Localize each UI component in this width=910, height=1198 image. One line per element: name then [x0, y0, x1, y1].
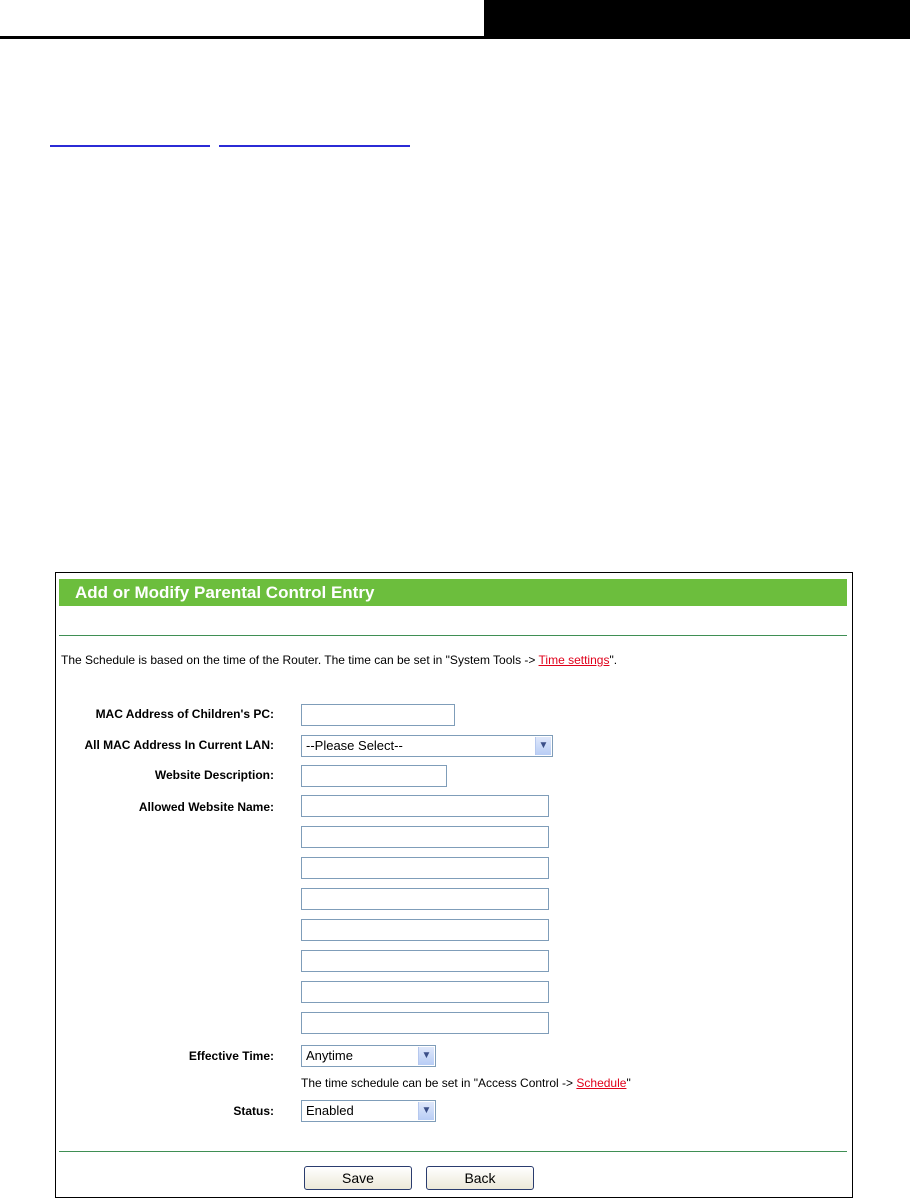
- panel-title: Add or Modify Parental Control Entry: [59, 579, 847, 606]
- chevron-down-icon[interactable]: ▼: [418, 1047, 434, 1065]
- header-right-band: [484, 0, 910, 36]
- allowed-website-input-8[interactable]: [301, 1012, 549, 1034]
- time-note-suffix: ": [626, 1076, 631, 1090]
- effective-time-selected: Anytime: [306, 1048, 353, 1063]
- all-mac-label: All MAC Address In Current LAN:: [84, 738, 274, 752]
- status-selected: Enabled: [306, 1103, 354, 1118]
- chevron-down-icon[interactable]: ▼: [535, 737, 551, 755]
- effective-time-select[interactable]: [301, 1045, 436, 1067]
- schedule-note-suffix: ".: [609, 653, 618, 667]
- header-left-band: [0, 0, 484, 36]
- status-label: Status:: [233, 1104, 274, 1118]
- time-note-prefix: The time schedule can be set in "Access Control ->: [301, 1076, 577, 1090]
- website-description-input[interactable]: [301, 765, 447, 787]
- website-description-label: Website Description:: [154, 768, 274, 782]
- mac-address-label: MAC Address of Children's PC:: [95, 707, 274, 721]
- allowed-website-label: Allowed Website Name:: [138, 800, 274, 814]
- schedule-note: [61, 653, 617, 667]
- footer-divider: [59, 1151, 847, 1152]
- all-mac-select[interactable]: [301, 735, 553, 757]
- status-select[interactable]: [301, 1100, 436, 1122]
- save-button[interactable]: Save: [304, 1166, 412, 1190]
- allowed-website-input-3[interactable]: [301, 857, 549, 879]
- time-settings-link[interactable]: Time settings: [538, 653, 610, 667]
- title-divider: [59, 635, 847, 636]
- all-mac-selected: --Please Select--: [306, 738, 403, 753]
- document-link-2[interactable]: [219, 145, 410, 147]
- chevron-down-icon[interactable]: ▼: [418, 1102, 434, 1120]
- allowed-website-input-6[interactable]: [301, 950, 549, 972]
- parental-control-panel: [55, 572, 853, 1198]
- allowed-website-input-1[interactable]: [301, 795, 549, 817]
- document-link-1[interactable]: [50, 145, 210, 147]
- allowed-website-input-2[interactable]: [301, 826, 549, 848]
- allowed-website-input-5[interactable]: [301, 919, 549, 941]
- effective-time-label: Effective Time:: [188, 1049, 274, 1063]
- time-schedule-note: [301, 1076, 631, 1090]
- mac-address-input[interactable]: [301, 704, 455, 726]
- schedule-link[interactable]: Schedule: [576, 1076, 627, 1090]
- allowed-website-input-4[interactable]: [301, 888, 549, 910]
- header-rule: [0, 36, 910, 39]
- allowed-website-input-7[interactable]: [301, 981, 549, 1003]
- schedule-note-prefix: The Schedule is based on the time of the Router. The time can be set in "System Tools ->: [61, 653, 539, 667]
- back-button[interactable]: Back: [426, 1166, 534, 1190]
